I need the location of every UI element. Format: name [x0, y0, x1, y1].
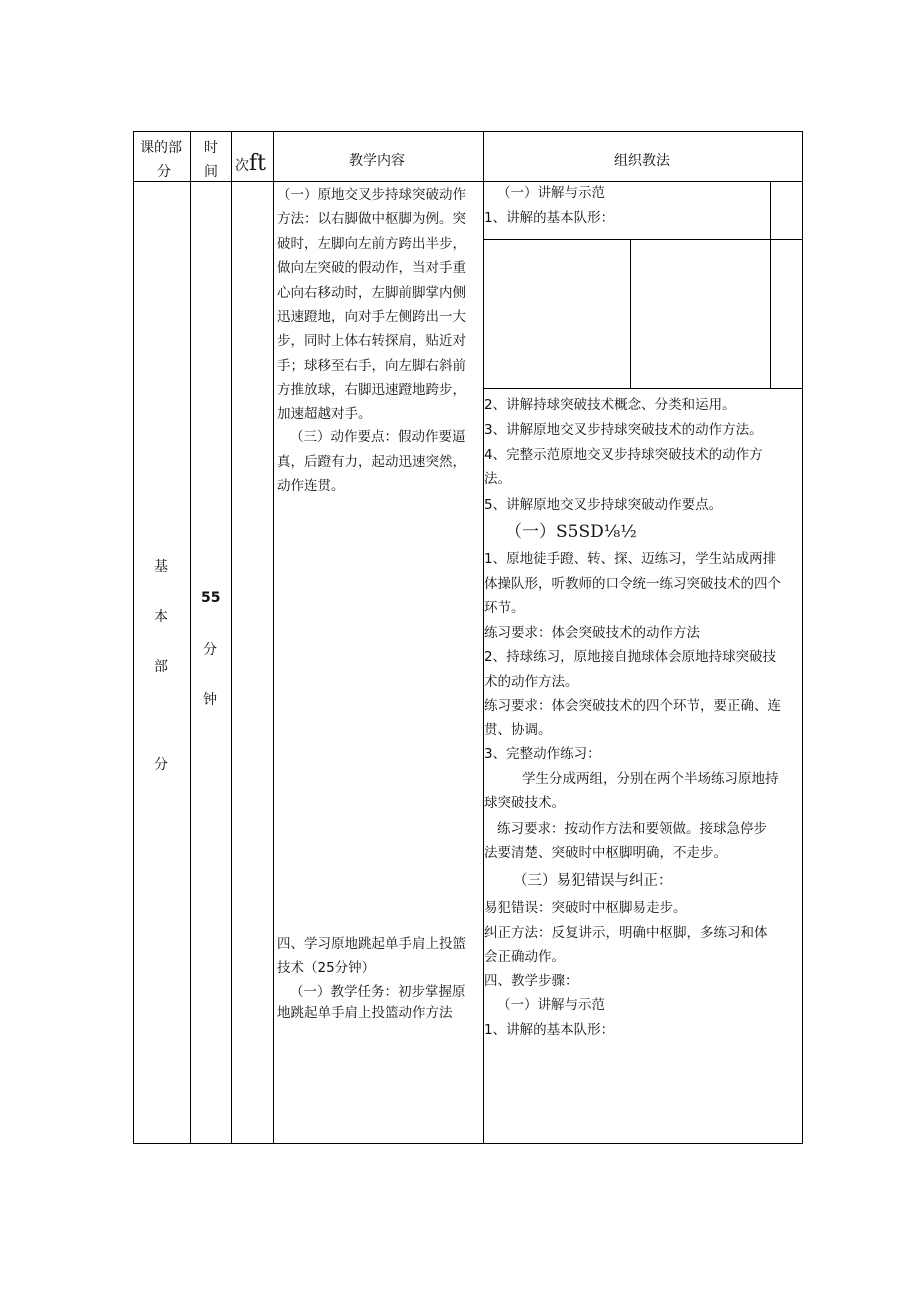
content-line: 地跳起单手肩上投篮动作方法 [277, 1005, 453, 1021]
content-line: 四、学习原地跳起单手肩上投篮 [277, 936, 466, 952]
time-unit-char: 分 [203, 642, 217, 658]
content-line: 方法：以右脚做中枢脚为例。突 [277, 211, 466, 227]
time-unit-char: 钟 [203, 692, 217, 708]
content-line: 技术（25分钟） [277, 960, 376, 976]
method-line: 练习要求：按动作方法和要领做。接球急停步 [497, 821, 767, 837]
method-line: 2、讲解持球突破技术概念、分类和运用。 [484, 397, 736, 413]
method-line: 会正确动作。 [484, 949, 565, 965]
header-count-suffix: ft [249, 151, 266, 176]
content-line: （三）动作要点：假动作要逼 [290, 429, 466, 445]
method-line: 法。 [484, 471, 511, 487]
content-line: 心向右移动时，左脚前脚掌内侧 [277, 285, 466, 301]
method-line: 1、原地徒手蹬、转、探、迈练习，学生站成两排 [484, 551, 777, 567]
method-subheading: （三）易犯错误与纠正： [513, 873, 673, 889]
section-char: 分 [154, 757, 168, 773]
method-line: 练习要求：体会突破技术的四个环节，要正确、连 [484, 698, 781, 714]
header-time-line2: 间 [204, 164, 218, 180]
time-value: 55 [201, 590, 221, 606]
header-count [235, 151, 266, 176]
formation-grid-line [770, 181, 771, 389]
content-line: 真，后蹬有力，起动迅速突然， [277, 454, 466, 470]
col-divider-3 [273, 131, 274, 1144]
content-line: 迅速蹬地，向对手左侧跨出一大 [277, 309, 466, 325]
method-line: 术的动作方法。 [484, 674, 579, 690]
content-line: 方推放球，右脚迅速蹬地跨步， [277, 382, 466, 398]
method-line: 3、完整动作练习： [484, 746, 601, 762]
content-line: 加速超越对手。 [277, 406, 372, 422]
method-line: （一）讲解与示范 [497, 997, 605, 1013]
formation-grid-line [483, 388, 803, 389]
method-line: 纠正方法：反复讲示，明确中枢脚，多练习和体 [484, 925, 768, 941]
method-subheading: （一）S5SD⅛½ [505, 522, 637, 542]
header-time-line1: 时 [204, 140, 218, 156]
header-section-line1: 课的部 [140, 140, 182, 156]
method-line: 5、讲解原地交叉步持球突破动作要点。 [484, 497, 723, 513]
content-line: （一）教学任务：初步掌握原 [290, 984, 466, 1000]
header-count-prefix: 次 [235, 158, 249, 174]
method-line: 练习要求：体会突破技术的动作方法 [484, 625, 700, 641]
content-line: 步，同时上体右转探肩，贴近对 [277, 333, 466, 349]
method-line: 4、完整示范原地交叉步持球突破技术的动作方 [484, 447, 763, 463]
header-bottom-border [133, 181, 803, 182]
col-divider-1 [190, 131, 191, 1144]
content-line: （一）原地交叉步持球突破动作 [277, 187, 466, 203]
method-line: 四、教学步骤： [484, 973, 579, 989]
content-line: 动作连贯。 [277, 478, 345, 494]
method-line: （一）讲解与示范 [497, 185, 605, 201]
method-line: 3、讲解原地交叉步持球突破技术的动作方法。 [484, 422, 763, 438]
method-line: 1、讲解的基本队形： [484, 210, 615, 226]
content-line: 破时，左脚向左前方跨出半步， [277, 236, 466, 252]
method-line: 1、讲解的基本队形： [484, 1022, 615, 1038]
table-right-border [802, 131, 803, 1144]
table-left-border [133, 131, 134, 1144]
table-bottom-border [133, 1143, 803, 1144]
method-line: 环节。 [484, 600, 525, 616]
method-line: 球突破技术。 [484, 795, 565, 811]
method-line: 贯、协调。 [484, 722, 552, 738]
formation-grid-line [483, 239, 803, 240]
header-method: 组织教法 [614, 153, 670, 169]
header-section-line2: 分 [157, 164, 171, 180]
method-line: 学生分成两组，分别在两个半场练习原地持 [522, 771, 779, 787]
content-line: 手；球移至右手，向左脚右斜前 [277, 358, 466, 374]
content-line: 做向左突破的假动作，当对手重 [277, 260, 466, 276]
section-char: 基 [154, 559, 168, 575]
method-line: 体操队形，听教师的口令统一练习突破技术的四个 [484, 576, 781, 592]
method-line: 易犯错误：突破时中枢脚易走步。 [484, 900, 687, 916]
col-divider-2 [231, 131, 232, 1144]
formation-grid-line [630, 239, 631, 389]
section-char: 部 [154, 659, 168, 675]
method-line: 2、持球练习，原地接自抛球体会原地持球突破技 [484, 649, 777, 665]
header-content: 教学内容 [349, 153, 405, 169]
method-line: 法要清楚、突破时中枢脚明确，不走步。 [484, 845, 727, 861]
section-char: 本 [154, 609, 168, 625]
table-top-border [133, 131, 803, 132]
